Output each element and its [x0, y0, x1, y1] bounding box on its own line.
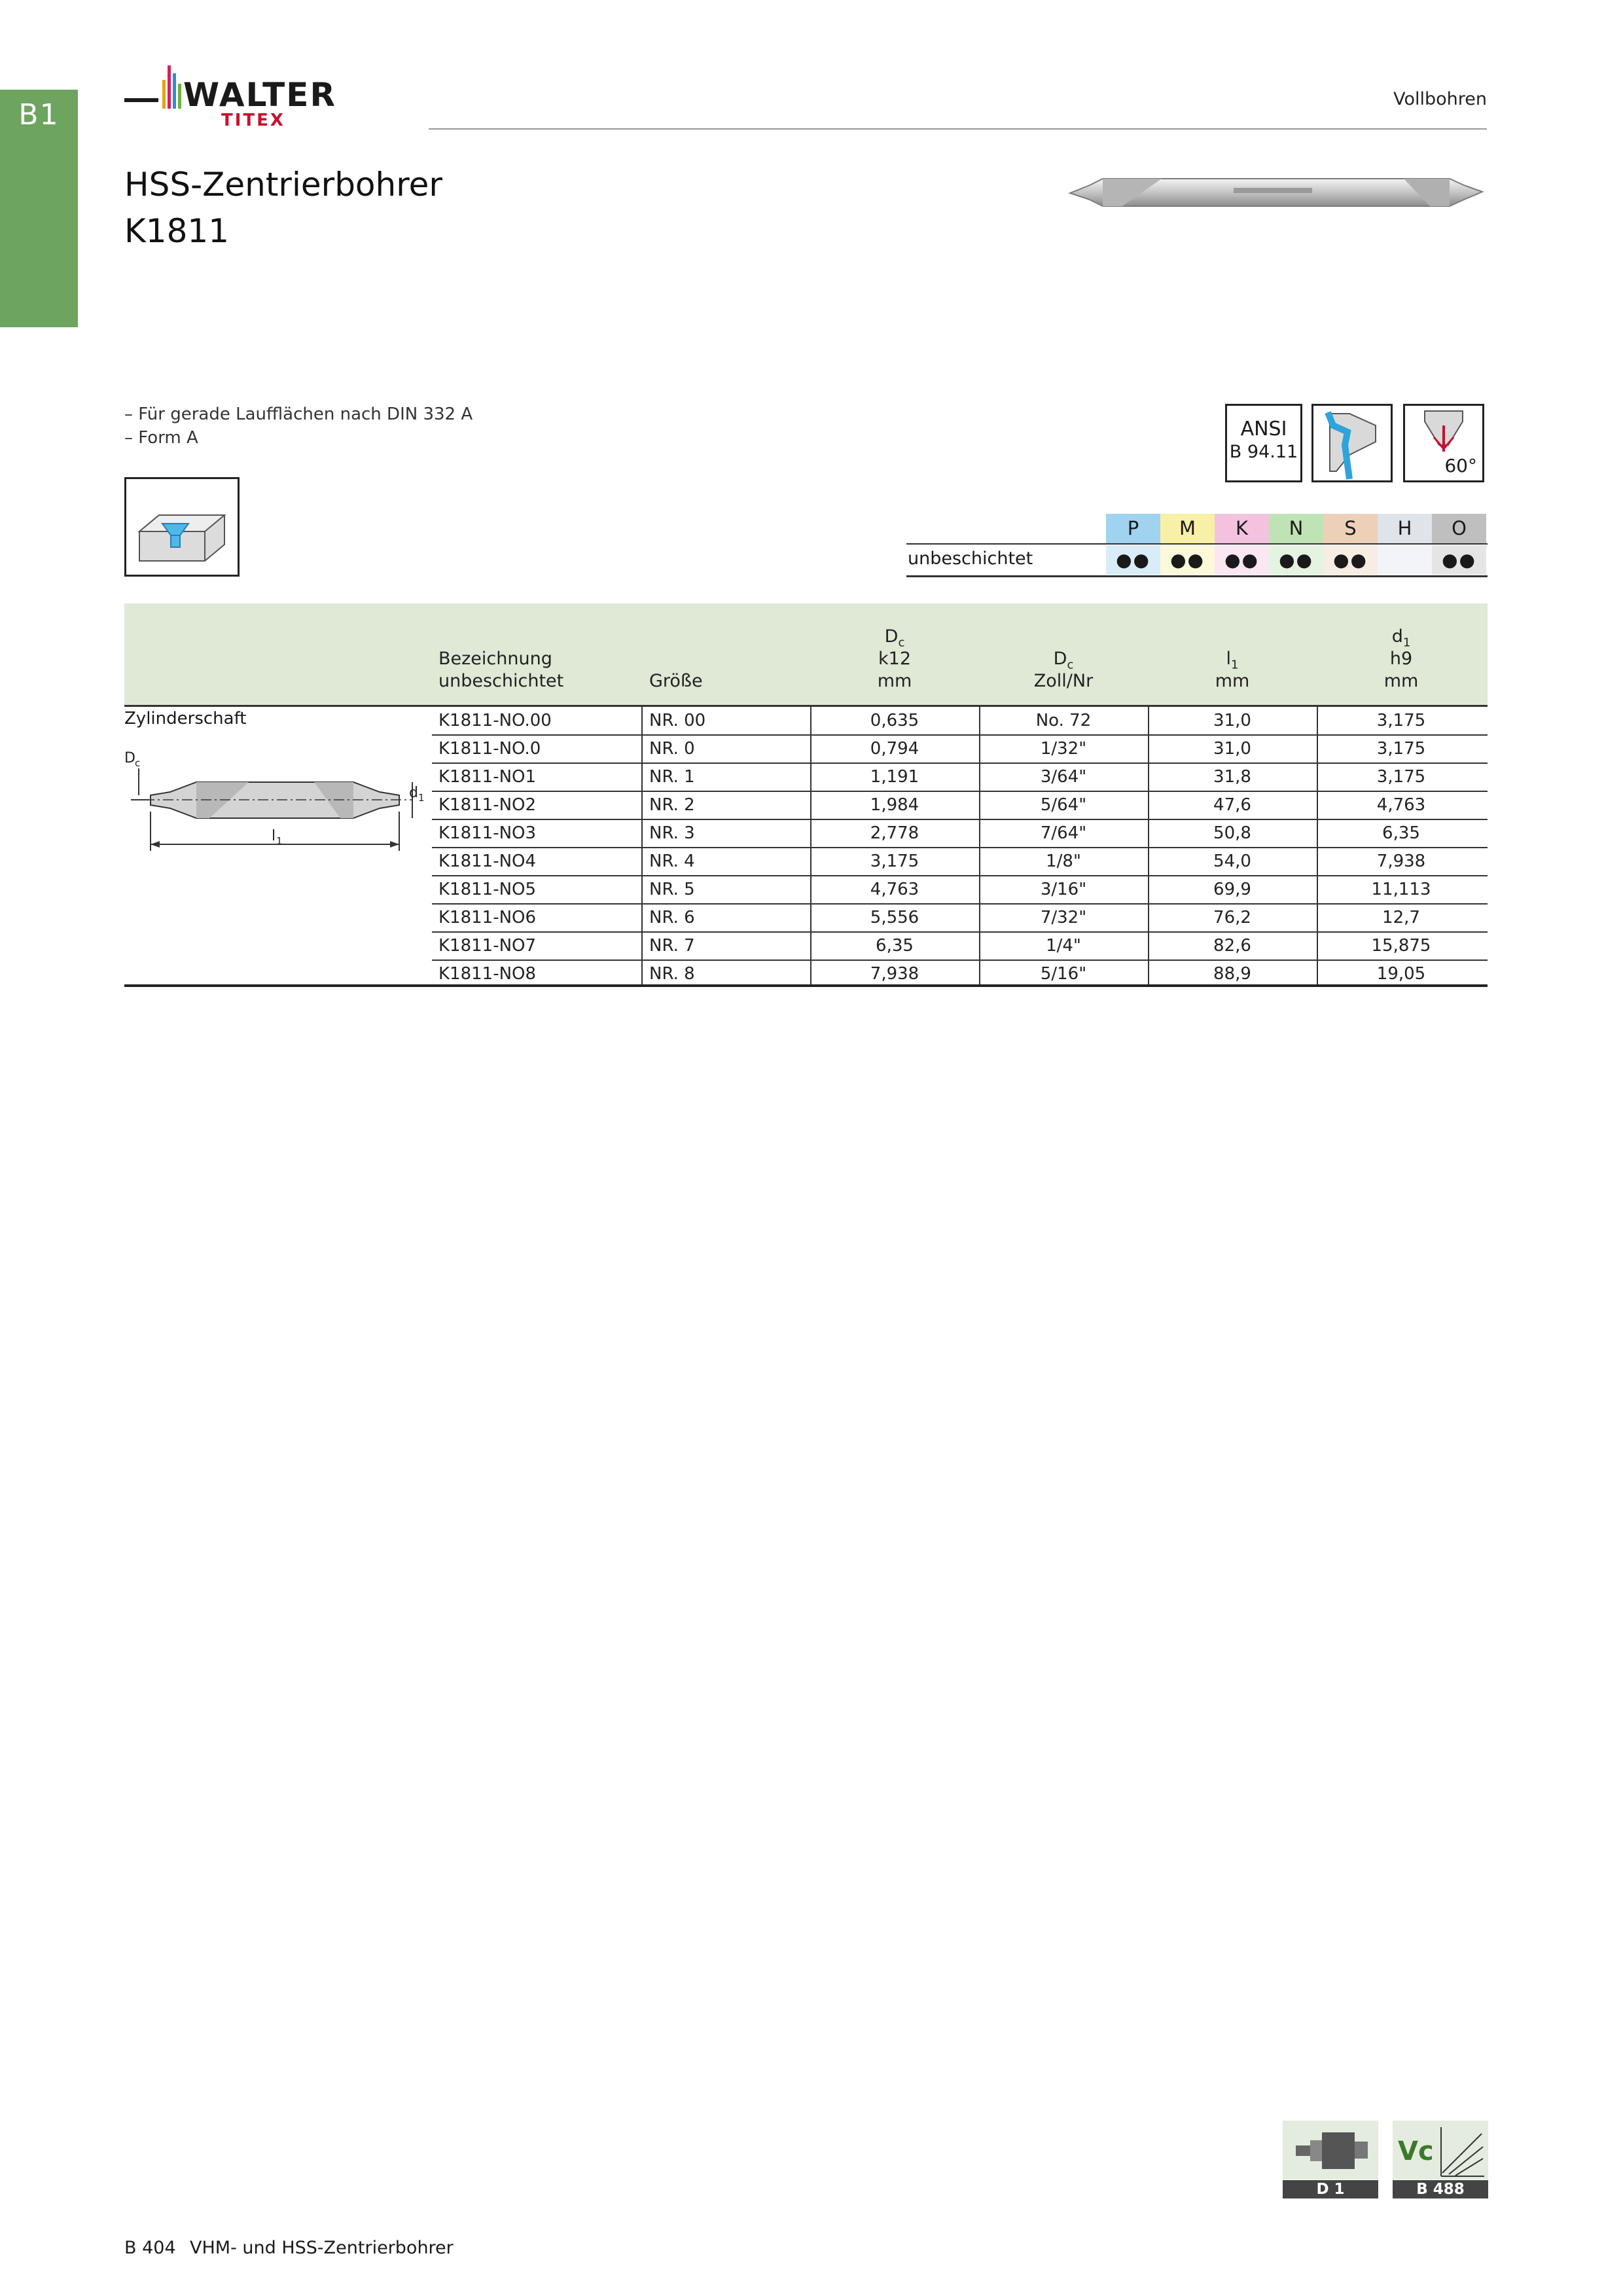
- row-divider: [432, 903, 1488, 905]
- cell-l1: 31,8: [1213, 767, 1251, 787]
- feature-bullet: – Für gerade Laufflächen nach DIN 332 A: [124, 404, 473, 424]
- material-group-o: O: [1432, 514, 1486, 543]
- header-size: Größe: [649, 671, 703, 691]
- cell-designation: K1811-NO.00: [438, 711, 552, 730]
- cutting-data-reference-icon[interactable]: [1393, 2121, 1488, 2179]
- section-label: Vollbohren: [1393, 89, 1487, 109]
- cell-d1: 3,175: [1376, 767, 1426, 787]
- page-title: HSS-Zentrierbohrer: [124, 166, 442, 204]
- ansi-standard: B 94.11: [1229, 442, 1298, 462]
- cell-size: NR. 4: [649, 852, 695, 871]
- cell-dc-inch: 3/16": [1040, 880, 1087, 899]
- cell-l1: 88,9: [1213, 964, 1251, 984]
- coating-label: unbeschichtet: [908, 548, 1033, 569]
- header-d1-tolerance: h9: [1389, 649, 1413, 669]
- header-dc-inch-subscript: c: [1067, 658, 1074, 672]
- cell-l1: 76,2: [1213, 908, 1251, 927]
- cell-designation: K1811-NO3: [438, 823, 537, 843]
- shank-type-label: Zylinderschaft: [124, 709, 247, 728]
- cell-dc-mm: 4,763: [870, 880, 919, 899]
- material-group-h: H: [1378, 514, 1432, 543]
- material-group-s: S: [1323, 514, 1378, 543]
- drawing-dc-label: D: [124, 750, 135, 766]
- cell-designation: K1811-NO5: [438, 880, 537, 899]
- header-dc-tolerance: k12: [878, 649, 911, 669]
- header-d1-subscript: 1: [1402, 636, 1411, 650]
- cell-d1: 3,175: [1376, 739, 1426, 759]
- header-d1-symbol: d: [1391, 626, 1403, 647]
- cell-dc-mm: 7,938: [870, 964, 919, 984]
- cell-dc-mm: 1,984: [870, 795, 919, 815]
- cell-d1: 19,05: [1376, 964, 1426, 984]
- center-drill-drawing: [124, 746, 432, 864]
- helix-icon: [1311, 404, 1393, 482]
- cell-d1: 3,175: [1376, 711, 1426, 730]
- cell-d1: 11,113: [1371, 880, 1431, 899]
- header-l1-symbol: l: [1226, 649, 1232, 669]
- cell-dc-inch: 3/64": [1040, 767, 1087, 787]
- material-row-rule: [906, 575, 1488, 577]
- material-group-m: M: [1160, 514, 1215, 543]
- cell-dc-inch: 1/4": [1046, 936, 1081, 956]
- material-rating-m: ●●: [1160, 545, 1215, 575]
- header-dc-unit: mm: [877, 671, 912, 691]
- logo-walter-text: WALTER: [183, 76, 336, 114]
- column-divider: [1317, 706, 1318, 985]
- header-dc-symbol: D: [884, 626, 899, 647]
- cell-dc-mm: 2,778: [870, 823, 919, 843]
- row-divider: [432, 734, 1488, 736]
- header-l1-unit: mm: [1215, 671, 1250, 691]
- header-dc-inch-symbol: D: [1053, 649, 1067, 669]
- header-dc-inch-unit: Zoll/Nr: [1033, 671, 1094, 691]
- cell-designation: K1811-NO.0: [438, 739, 541, 759]
- cell-designation: K1811-NO4: [438, 852, 537, 871]
- cell-size: NR. 6: [649, 908, 695, 927]
- cell-l1: 54,0: [1213, 852, 1251, 871]
- page-number: B 404: [124, 2238, 176, 2258]
- reference-page-label[interactable]: D 1: [1283, 2180, 1378, 2198]
- row-divider: [432, 875, 1488, 876]
- point-angle-icon: [1403, 404, 1484, 482]
- footer-title: VHM- und HSS-Zentrierbohrer: [190, 2238, 454, 2258]
- cell-l1: 31,0: [1213, 711, 1251, 730]
- header-designation-sub: unbeschichtet: [438, 671, 564, 691]
- header-designation: Bezeichnung: [438, 649, 552, 669]
- column-divider: [979, 706, 980, 985]
- drawing-dc-subscript: c: [135, 757, 141, 769]
- cell-l1: 31,0: [1213, 739, 1251, 759]
- row-divider: [432, 791, 1488, 792]
- cell-l1: 82,6: [1213, 936, 1251, 956]
- logo-titex-text: TITEX: [221, 111, 285, 130]
- drawing-d1-label: d: [409, 785, 418, 801]
- row-divider: [432, 847, 1488, 848]
- cell-dc-mm: 0,635: [870, 711, 919, 730]
- cell-d1: 15,875: [1371, 936, 1431, 956]
- material-rating-s: ●●: [1323, 545, 1378, 575]
- cell-dc-inch: 1/8": [1046, 852, 1081, 871]
- cell-size: NR. 3: [649, 823, 695, 843]
- chapter-tab-label: B1: [18, 98, 60, 132]
- material-row-rule: [906, 543, 1488, 545]
- cell-dc-mm: 3,175: [870, 852, 919, 871]
- cell-d1: 12,7: [1382, 908, 1420, 927]
- feature-bullet: – Form A: [124, 428, 198, 448]
- cell-size: NR. 5: [649, 880, 695, 899]
- row-divider: [432, 931, 1488, 933]
- walter-titex-logo: [124, 60, 399, 132]
- column-divider: [810, 706, 812, 985]
- cell-dc-mm: 0,794: [870, 739, 919, 759]
- ansi-label: ANSI: [1240, 418, 1287, 440]
- cell-dc-mm: 1,191: [870, 767, 919, 787]
- row-divider: [432, 819, 1488, 820]
- column-divider: [1148, 706, 1149, 985]
- row-divider: [432, 960, 1488, 961]
- table-header: [124, 603, 1488, 705]
- cell-size: NR. 8: [649, 964, 695, 984]
- cell-size: NR. 1: [649, 767, 695, 787]
- material-rating-n: ●●: [1269, 545, 1323, 575]
- cell-d1: 7,938: [1376, 852, 1426, 871]
- material-group-n: N: [1269, 514, 1323, 543]
- svg-text:Vc: Vc: [1398, 2136, 1434, 2166]
- cell-size: NR. 00: [649, 711, 706, 730]
- material-rating-h: [1378, 545, 1432, 575]
- cell-d1: 6,35: [1382, 823, 1420, 843]
- material-group-p: P: [1106, 514, 1160, 543]
- header-d1-unit: mm: [1383, 671, 1419, 691]
- column-divider: [641, 706, 643, 985]
- header-divider: [429, 128, 1487, 130]
- drawing-l1-subscript: 1: [276, 835, 283, 847]
- cell-designation: K1811-NO6: [438, 908, 537, 927]
- drawing-l1-label: l: [272, 828, 276, 844]
- cell-dc-inch: 1/32": [1040, 739, 1087, 759]
- cell-l1: 50,8: [1213, 823, 1251, 843]
- cell-dc-mm: 5,556: [870, 908, 919, 927]
- cell-dc-inch: 7/32": [1040, 908, 1087, 927]
- cell-l1: 69,9: [1213, 880, 1251, 899]
- cell-size: NR. 7: [649, 936, 695, 956]
- center-drill-photo: [1063, 152, 1489, 231]
- cell-designation: K1811-NO1: [438, 767, 537, 787]
- cell-d1: 4,763: [1376, 795, 1426, 815]
- cell-dc-inch: 5/16": [1040, 964, 1087, 984]
- application-icon: [124, 477, 240, 577]
- row-divider: [432, 762, 1488, 764]
- cell-designation: K1811-NO8: [438, 964, 537, 984]
- material-group-k: K: [1215, 514, 1269, 543]
- cell-dc-inch: No. 72: [1035, 711, 1092, 730]
- cell-designation: K1811-NO2: [438, 795, 537, 815]
- material-rating-k: ●●: [1215, 545, 1269, 575]
- material-rating-o: ●●: [1432, 545, 1486, 575]
- cell-size: NR. 2: [649, 795, 695, 815]
- header-l1-subscript: 1: [1231, 658, 1239, 672]
- header-dc-subscript: c: [898, 636, 905, 650]
- cell-designation: K1811-NO7: [438, 936, 537, 956]
- material-rating-p: ●●: [1106, 545, 1160, 575]
- reference-page-label[interactable]: B 488: [1393, 2180, 1488, 2198]
- cell-dc-inch: 5/64": [1040, 795, 1087, 815]
- product-code: K1811: [124, 212, 230, 250]
- drawing-d1-subscript: 1: [418, 792, 425, 804]
- point-angle-value: 60°: [1444, 455, 1477, 476]
- cell-l1: 47,6: [1213, 795, 1251, 815]
- table-bottom-rule: [124, 984, 1488, 987]
- cell-dc-mm: 6,35: [876, 936, 914, 956]
- ansi-standard-badge: [1225, 404, 1302, 482]
- toolholder-reference-icon[interactable]: [1283, 2121, 1378, 2179]
- cell-dc-inch: 7/64": [1040, 823, 1087, 843]
- cell-size: NR. 0: [649, 739, 695, 759]
